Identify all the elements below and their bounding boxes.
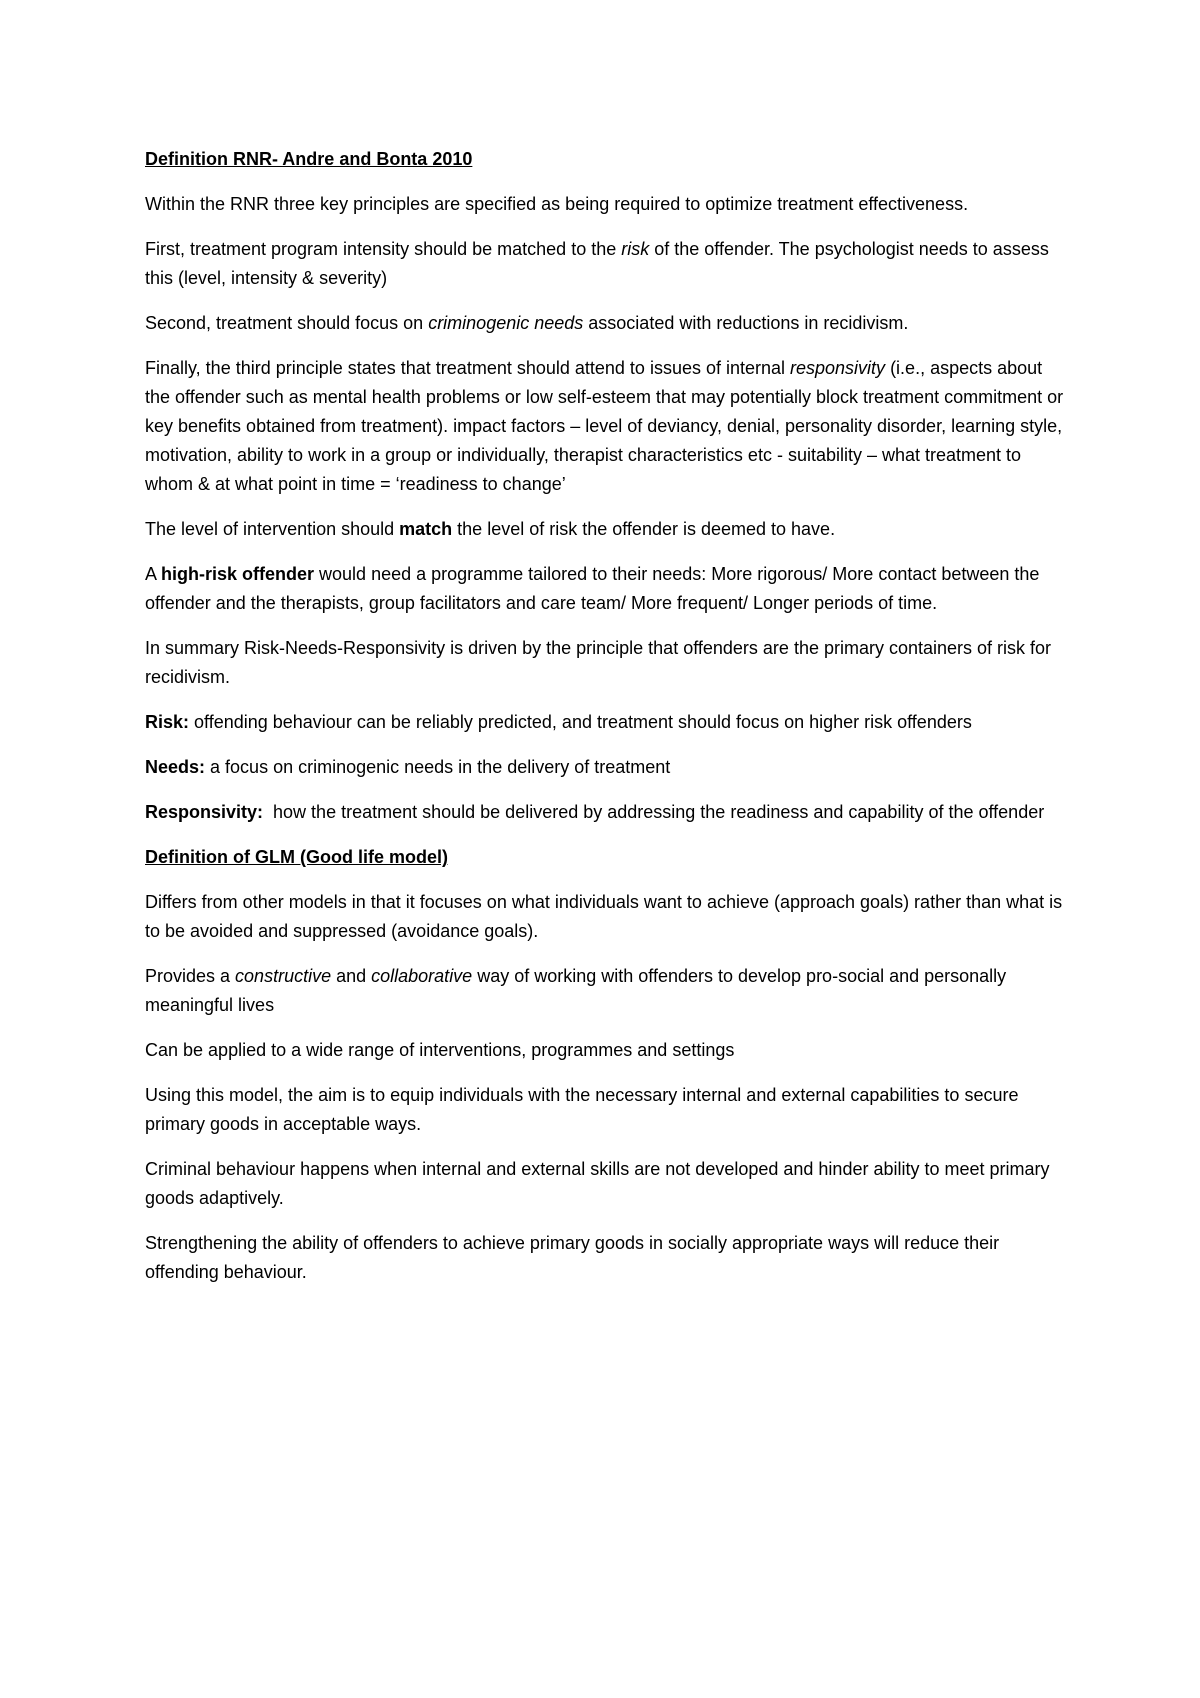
principle-first: [145, 235, 1065, 293]
principle-second: [145, 309, 1065, 338]
risk-definition: [145, 708, 1065, 737]
needs-label: Needs:: [145, 757, 206, 777]
high-risk-paragraph: [145, 560, 1065, 618]
principle-first-text-b: of the offender. The psychologist needs to assess this (level, intensity & severity): [145, 239, 1049, 288]
principle-third: [145, 354, 1065, 499]
principle-third-emphasis: responsivity: [790, 358, 886, 378]
rnr-intro: Within the RNR three key principles are specified as being required to optimize treatment effectiveness.: [145, 194, 969, 214]
intervention-level-emphasis: match: [399, 519, 453, 539]
glm-heading-text: Definition of GLM (Good life model): [145, 847, 448, 867]
glm-differs: Differs from other models in that it focuses on what individuals want to achieve (approach goals) rather than what is to be avoided and suppressed (avoidance goals).: [145, 892, 1063, 941]
high-risk-text-a: A: [145, 564, 162, 584]
glm-aim: Using this model, the aim is to equip individuals with the necessary internal and external capabilities to secure primary goods in acceptable ways.: [145, 1085, 1019, 1134]
principle-third-text-a: Finally, the third principle states that treatment should attend to issues of internal: [145, 358, 791, 378]
glm-provides-text-b: and: [331, 966, 372, 986]
intervention-level-text-b: the level of risk the offender is deemed to have.: [452, 519, 836, 539]
intervention-level-text-a: The level of intervention should: [145, 519, 400, 539]
principle-second-text-b: associated with reductions in recidivism.: [583, 313, 909, 333]
high-risk-text-b: would need a programme tailored to their needs: More rigorous/ More contact between the offender and the therapists, group facilitators and care team/ More frequent/ Longer periods of time.: [145, 564, 1040, 613]
responsivity-label: Responsivity:: [145, 802, 264, 822]
risk-label: Risk:: [145, 712, 190, 732]
rnr-heading: [145, 145, 1065, 174]
risk-text: offending behaviour can be reliably predicted, and treatment should focus on higher risk offenders: [189, 712, 972, 732]
summary-paragraph: In summary Risk-Needs-Responsivity is driven by the principle that offenders are the primary containers of risk for recidivism.: [145, 638, 1052, 687]
needs-definition: [145, 753, 1065, 782]
principle-first-emphasis: risk: [621, 239, 650, 259]
intervention-level: [145, 515, 1065, 544]
needs-text: a focus on criminogenic needs in the delivery of treatment: [205, 757, 671, 777]
responsivity-text: how the treatment should be delivered by addressing the readiness and capability of the offender: [263, 802, 1045, 822]
glm-provides-emphasis-1: constructive: [235, 966, 332, 986]
glm-provides: [145, 962, 1065, 1020]
glm-provides-text-a: Provides a: [145, 966, 236, 986]
principle-second-emphasis: criminogenic needs: [428, 313, 584, 333]
glm-provides-emphasis-2: collaborative: [371, 966, 473, 986]
principle-second-text-a: Second, treatment should focus on: [145, 313, 429, 333]
glm-strengthening: Strengthening the ability of offenders to achieve primary goods in socially appropriate ways will reduce their offending behaviour.: [145, 1233, 1000, 1282]
high-risk-emphasis: high-risk offender: [161, 564, 315, 584]
principle-first-text-a: First, treatment program intensity should be matched to the: [145, 239, 622, 259]
glm-applied: Can be applied to a wide range of interventions, programmes and settings: [145, 1040, 735, 1060]
responsivity-definition: [145, 798, 1065, 827]
glm-provides-text-c: way of working with offenders to develop pro-social and personally meaningful lives: [145, 966, 1007, 1015]
document-page: [145, 145, 1065, 1303]
principle-third-text-b: (i.e., aspects about the offender such as mental health problems or low self-esteem that may potentially block treatment commitment or key benefits obtained from treatment). impact factors – level of deviancy, denial, personality disorder, learning style, motivation, ability to work in a group or individually, therapist characteristics etc - suitability – what treatment to whom & at what point in time = ‘readiness to change’: [145, 358, 1064, 494]
rnr-heading-text: Definition RNR- Andre and Bonta 2010: [145, 149, 473, 169]
glm-criminal: Criminal behaviour happens when internal and external skills are not developed and hinder ability to meet primary goods adaptively.: [145, 1159, 1050, 1208]
glm-heading: [145, 843, 1065, 872]
